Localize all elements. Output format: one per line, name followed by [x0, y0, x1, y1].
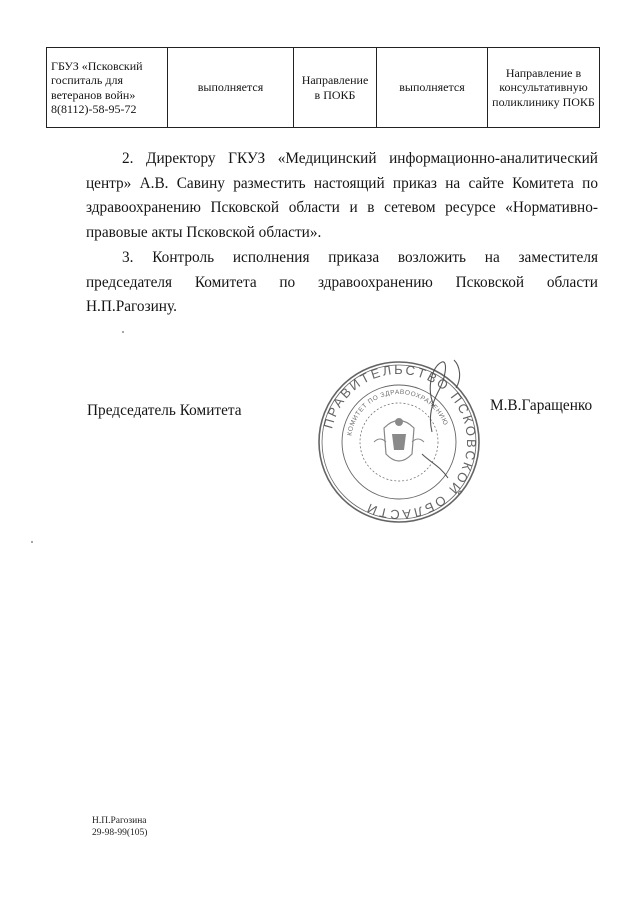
signature-name: М.В.Гаращенко — [490, 397, 593, 414]
paragraph-2: 2. Директору ГКУЗ «Медицинский информационно-аналитический центр» А.В. Савину разместить настоящий приказ на сайте Комитета по здравоохранению Псковской области и в сетевом ресурсе «Нормативно-правовые акты Псковской области». — [86, 150, 598, 241]
direction-cell-1: Направление в ПОКБ — [294, 48, 377, 128]
institutions-table — [46, 47, 600, 128]
paragraph-3: 3. Контроль исполнения приказа возложить на заместителя председателя Комитета по здравоохранению Псковской области Н.П.Рагозину. — [86, 249, 598, 316]
institution-cell — [47, 48, 168, 128]
seal-inner-text: КОМИТЕТ ПО ЗДРАВООХРАНЕНИЮ — [346, 388, 449, 437]
executor-name: Н.П.Рагозина — [92, 816, 147, 826]
executor-phone: 29-98-99(105) — [92, 828, 148, 838]
table-row — [47, 48, 600, 128]
status-cell-2: выполняется — [377, 48, 488, 128]
seal-outer-text: ПРАВИТЕЛЬСТВО ПСКОВСКОЙ ОБЛАСТИ — [320, 361, 480, 523]
institution-phone: 8(8112)-58-95-72 — [51, 102, 137, 116]
footer-executor-info — [92, 815, 147, 839]
direction-cell-2: Направление в консультативную поликлинику ПОКБ — [488, 48, 600, 128]
institution-name: ГБУЗ «Псковский госпиталь для ветеранов войн» — [51, 58, 143, 102]
scan-speck — [122, 331, 124, 333]
seal-emblem-icon — [374, 418, 424, 461]
status-cell-1: выполняется — [168, 48, 294, 128]
official-seal-stamp — [314, 358, 484, 526]
signature-title: Председатель Комитета — [87, 402, 242, 419]
scan-speck — [31, 541, 33, 543]
